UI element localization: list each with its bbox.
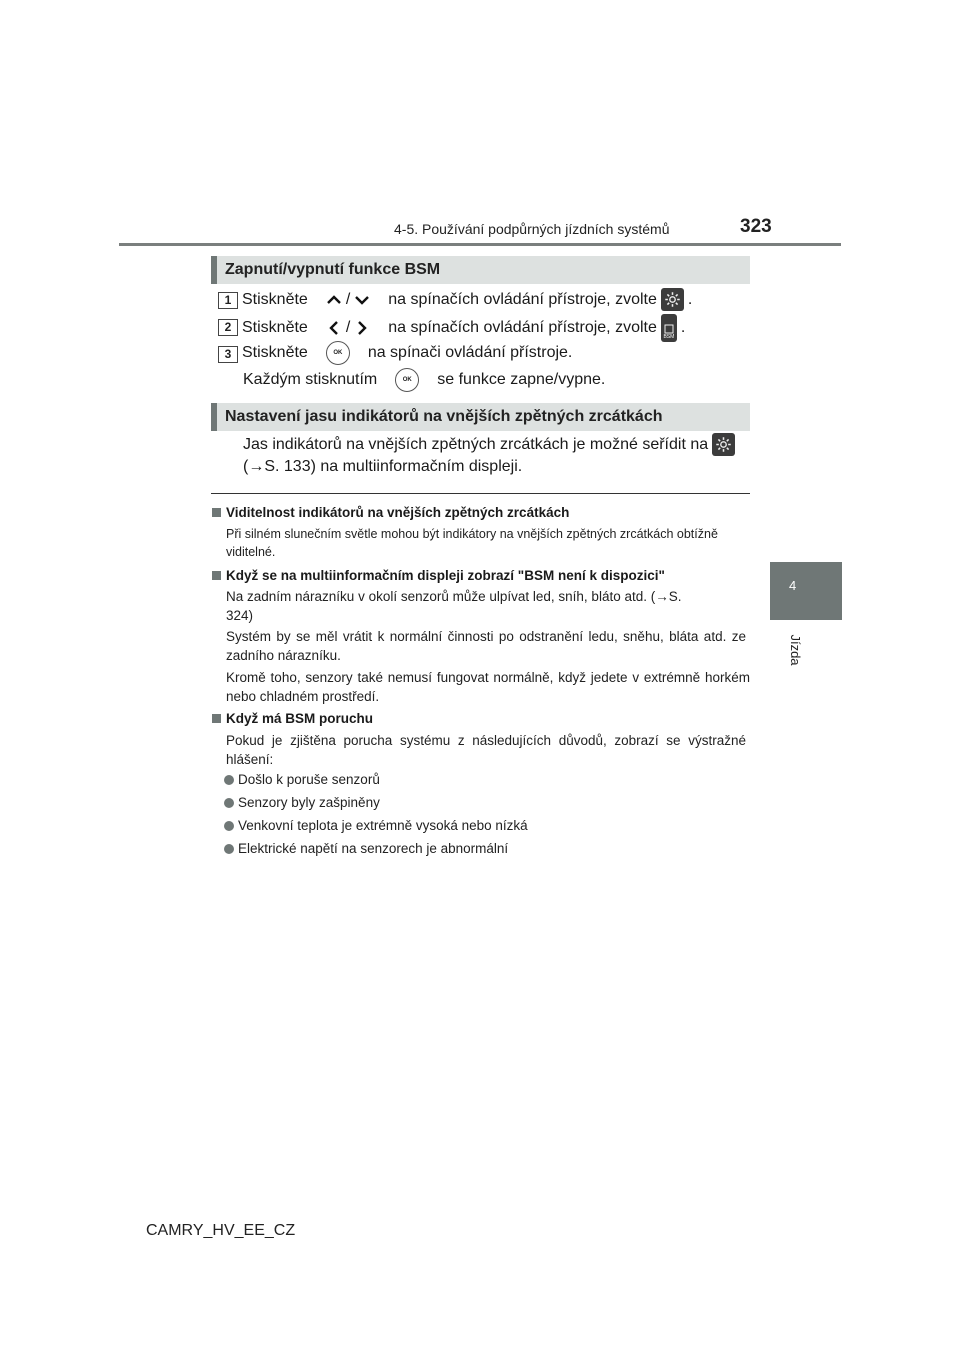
step-3-subtext: Každým stisknutím OK se funkce zapne/vypne. [243, 368, 605, 392]
step-number: 2 [218, 319, 238, 336]
step-number: 3 [218, 346, 238, 363]
ok-button-icon: OK [395, 368, 419, 392]
list-item: Elektrické napětí na senzorech je abnormální [224, 841, 508, 856]
gear-icon [712, 433, 735, 456]
square-bullet-icon [212, 714, 221, 723]
list-item: Venkovní teplota je extrémně vysoká nebo nízká [224, 818, 528, 833]
list-item: Senzory byly zašpiněny [224, 795, 380, 810]
brightness-text-line1: Jas indikátorů na vnějších zpětných zrcátkách je možné seřídit na [243, 433, 735, 456]
note-paragraph: Na zadním nárazníku v okolí senzorů může ulpívat led, sníh, bláto atd. (→S. 324) [226, 589, 682, 623]
round-bullet-icon [224, 821, 234, 831]
note-paragraph: Při silném slunečním světle mohou být indikátory na vnějších zpětných zrcátkách obtížně viditelné. [226, 527, 718, 559]
square-bullet-icon [212, 508, 221, 517]
section-title-bsm-toggle: Zapnutí/vypnutí funkce BSM [211, 256, 750, 284]
round-bullet-icon [224, 775, 234, 785]
step-2-text: Stiskněte / na spínačích ovládání přístroje, zvolte BSM . [242, 314, 685, 342]
step-number: 1 [218, 292, 238, 309]
square-bullet-icon [212, 571, 221, 580]
note-paragraph: Systém by se měl vrátit k normální činnosti po odstranění ledu, sněhu, bláta atd. ze zadního nárazníku. [226, 629, 746, 663]
step-1-text: Stiskněte / na spínačích ovládání přístroje, zvolte . [242, 288, 692, 311]
chapter-tab-label: Jízda [788, 634, 804, 666]
bsm-icon: BSM [661, 314, 677, 342]
note-heading: Viditelnost indikátorů na vnějších zpětných zrcátkách [212, 505, 569, 520]
list-item: Došlo k poruše senzorů [224, 772, 380, 787]
chevron-left-icon [326, 320, 342, 336]
chevron-down-icon [354, 292, 370, 308]
note-paragraph: Pokud je zjištěna porucha systému z následujících důvodů, zobrazí se výstražné hlášení: [226, 733, 746, 767]
round-bullet-icon [224, 844, 234, 854]
chapter-tab [770, 562, 842, 620]
note-paragraph: Kromě toho, senzory také nemusí fungovat normálně, když jedete v extrémně horkém nebo chladném prostředí. [226, 670, 750, 704]
note-heading: Když má BSM poruchu [212, 711, 373, 726]
section-title-indicator-brightness: Nastavení jasu indikátorů na vnějších zpětných zrcátkách [211, 403, 750, 431]
header-section-title: 4-5. Používání podpůrných jízdních systémů [394, 221, 670, 237]
brightness-text-line2: (→S. 133) na multiinformačním displeji. [243, 458, 523, 475]
chevron-up-icon [326, 292, 342, 308]
gear-icon [661, 288, 684, 311]
chapter-tab-number: 4 [789, 578, 797, 593]
chevron-right-icon [354, 320, 370, 336]
ok-button-icon: OK [326, 341, 350, 365]
page-number: 323 [740, 216, 772, 237]
note-heading: Když se na multiinformačním displeji zobrazí "BSM není k dispozici" [212, 568, 665, 583]
header-divider [119, 243, 841, 246]
document-code: CAMRY_HV_EE_CZ [146, 1222, 296, 1239]
round-bullet-icon [224, 798, 234, 808]
notes-divider [211, 493, 750, 494]
step-3-text: Stiskněte OK na spínači ovládání přístroje. [242, 341, 572, 365]
